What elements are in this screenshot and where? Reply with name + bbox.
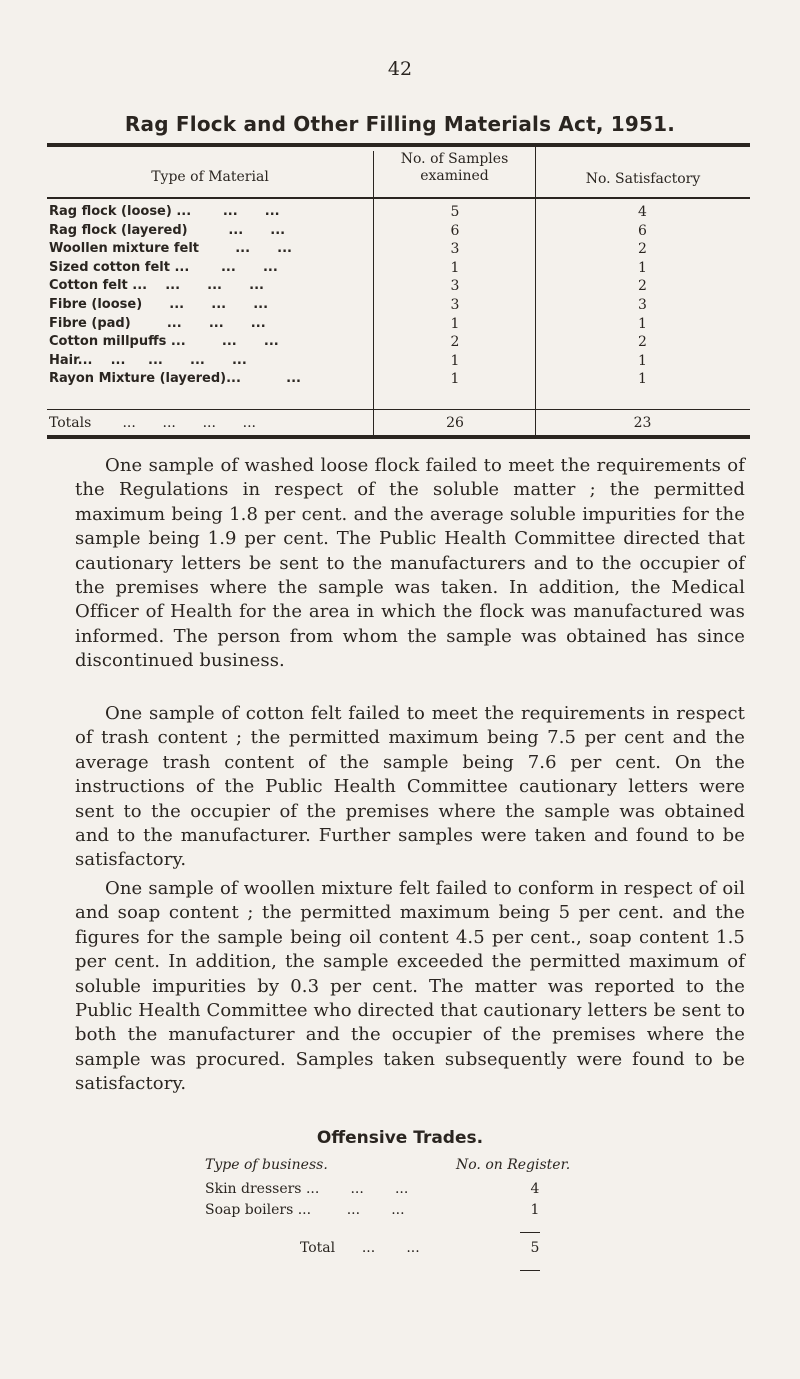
totals-samples: 26 [446, 415, 464, 431]
header-samples-line1: No. of Samples [400, 151, 509, 167]
table-row [47, 371, 750, 390]
samples-cell: 2 [450, 334, 460, 351]
table-header-rule [47, 197, 750, 199]
totals-satisfactory: 23 [633, 415, 652, 431]
table-body [47, 204, 750, 390]
table-row [47, 260, 750, 279]
samples-cell: 3 [450, 278, 460, 295]
table-row [47, 334, 750, 353]
satisfactory-cell: 2 [638, 241, 647, 258]
table-row [47, 278, 750, 297]
table-bottom-rule [47, 435, 750, 439]
totals-label: Totals ... ... ... ... [49, 415, 256, 431]
table-row [47, 353, 750, 372]
table-row [47, 316, 750, 335]
trade-count: 4 [530, 1181, 540, 1197]
header-material: Type of Material [151, 169, 269, 185]
satisfactory-cell: 2 [638, 278, 647, 295]
samples-cell: 1 [450, 259, 460, 276]
table-row [47, 297, 750, 316]
samples-cell: 5 [450, 204, 460, 220]
totals-row [47, 415, 750, 433]
satisfactory-cell: 1 [638, 352, 647, 369]
material-cell: Fibre (pad) ... ... ... [49, 315, 266, 331]
table-totals-rule [47, 409, 750, 410]
trades-total-value: 5 [530, 1240, 540, 1256]
header-samples [374, 151, 535, 185]
satisfactory-cell: 3 [638, 296, 647, 313]
samples-cell: 3 [450, 241, 460, 258]
header-samples-line2: examined [420, 168, 489, 184]
samples-cell: 1 [450, 315, 460, 332]
material-cell: Sized cotton felt ... ... ... [49, 259, 278, 275]
material-cell: Woollen mixture felt ... ... [49, 241, 292, 257]
satisfactory-cell: 2 [638, 334, 647, 351]
table-row [47, 223, 750, 242]
table-row [47, 204, 750, 223]
samples-cell: 1 [450, 371, 460, 388]
page-title: Rag Flock and Other Filling Materials Act, 1951. [124, 112, 676, 136]
satisfactory-cell: 1 [638, 371, 647, 388]
material-cell: Cotton felt ... ... ... ... [49, 278, 264, 294]
satisfactory-cell: 4 [638, 204, 647, 220]
material-cell: Rayon Mixture (layered)... ... [49, 371, 301, 387]
material-cell: Hair... ... ... ... ... [49, 352, 247, 368]
table-row [47, 241, 750, 260]
paragraph-flock: One sample of washed loose flock failed to meet the requirements of the Regulations in respect of the soluble matter ; the permitted maximum being 1.8 per cent. and the average soluble impurities for the sample being 1.9 per cent. The Public Health Committee directed that cautionary letters be sent to the manufacturers and to the occupier of the premises where the sample was taken. In addition, the Medical Officer of Health for the area in which the flock was manufactured was informed. The person from whom the sample was obtained has since discontinued business. [75, 455, 745, 672]
satisfactory-cell: 1 [638, 259, 647, 276]
satisfactory-cell: 1 [638, 315, 647, 332]
material-cell: Rag flock (loose) ... ... ... [49, 204, 280, 219]
divider-dash [520, 1232, 540, 1233]
table-top-rule [47, 143, 750, 147]
offensive-trades-title: Offensive Trades. [316, 1128, 484, 1148]
page-number: 42 [387, 58, 413, 80]
materials-table [47, 143, 750, 441]
paragraph-cotton-felt: One sample of cotton felt failed to meet the requirements in respect of trash content ; the permitted maximum being 7.5 per cent and the average trash content of the sample being 7.6 per cent. On the instructions of the Public Health Committee cautionary letters were sent to the occupier of the premises where the sample was obtained and to the manufacturer. Further samples were taken and found to be satisfactory. [75, 703, 745, 871]
samples-cell: 1 [450, 352, 460, 369]
header-business: Type of business. [205, 1157, 328, 1173]
material-cell: Fibre (loose) ... ... ... [49, 296, 269, 312]
header-satisfactory: No. Satisfactory [585, 171, 701, 187]
trade-count: 1 [530, 1202, 540, 1218]
trades-total-label: Total ... ... [300, 1240, 420, 1256]
material-cell: Rag flock (layered) ... ... [49, 222, 286, 238]
samples-cell: 3 [450, 296, 460, 313]
material-cell: Cotton millpuffs ... ... ... [49, 334, 279, 350]
divider-dash [520, 1270, 540, 1271]
paragraph-woollen-felt: One sample of woollen mixture felt failed to conform in respect of oil and soap content ; the permitted maximum being 5 per cent. and the figures for the sample being oil content 4.5 per cent., soap content 1.5 per cent. In addition, the sample exceeded the permitted maximum of soluble impurities by 0.3 per cent. The matter was reported to the Public Health Committee who directed that cautionary letters be sent to both the manufacturer and the occupier of the premises where the sample was procured. Samples taken subsequently were found to be satisfactory. [75, 878, 745, 1095]
samples-cell: 6 [450, 222, 460, 239]
satisfactory-cell: 6 [638, 222, 647, 239]
header-register: No. on Register. [456, 1157, 571, 1173]
trade-business: Skin dressers ... ... ... [205, 1181, 409, 1197]
trade-business: Soap boilers ... ... ... [205, 1202, 405, 1218]
